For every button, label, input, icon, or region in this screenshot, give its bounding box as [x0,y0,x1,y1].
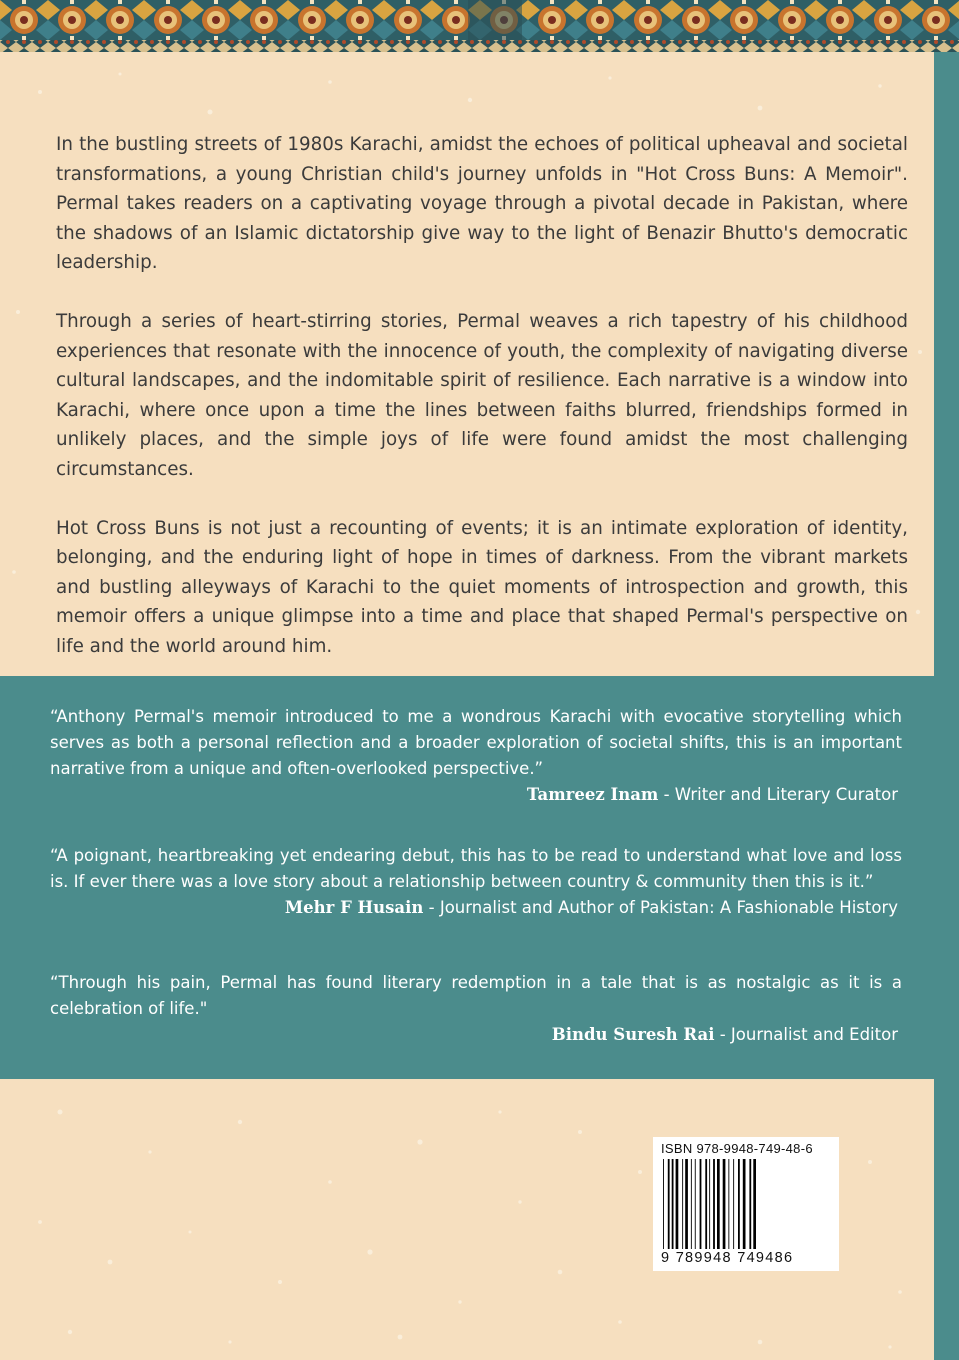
barcode-bar [668,1159,670,1249]
barcode-bar [728,1159,729,1249]
isbn-label: ISBN 978-9948-749-48-6 [661,1141,813,1156]
barcode-bar [663,1159,664,1249]
barcode-bar [682,1159,683,1249]
barcode-bar [676,1159,679,1249]
barcode-bar [695,1159,696,1249]
barcode-bar [723,1159,726,1249]
quote-text: “A poignant, heartbreaking yet endearing debut, this has to be read to understand what love and loss is. If ever there was a love story about a relationship between country & community then this is it.” [50,846,902,891]
decorative-tile-border [0,0,959,52]
quote-author-role: - Journalist and Author of Pakistan: A Fashionable History [423,898,898,917]
endorsement-quote [50,704,902,808]
description-paragraph-3: Hot Cross Buns is not just a recounting of events; it is an intimate exploration of identity, belonging, and the enduring light of hope in times of darkness. From the vibrant markets and bustling alleyways of Karachi to the quiet moments of introspection and growth, this memoir offers a unique glimpse into a time and place that shaped Permal's perspective on life and the world around him. [56,517,908,657]
barcode-bar [738,1159,740,1249]
barcode-bar [713,1159,715,1249]
isbn-barcode [653,1137,839,1271]
endorsements-band [0,676,959,1079]
book-description [56,130,908,691]
quote-text: “Through his pain, Permal has found literary redemption in a tale that is as nostalgic as it is a celebration of life." [50,973,902,1018]
barcode-bar [691,1159,692,1249]
barcode-bar [705,1159,707,1249]
quote-author: Bindu Suresh Rai [551,1025,715,1044]
tile-pattern [0,0,959,52]
description-paragraph-2: Through a series of heart-stirring stories, Permal weaves a rich tapestry of his childhood experiences that resonate with the innocence of youth, the complexity of navigating diverse cultural landscapes, and the indomitable spirit of resilience. Each narrative is a window into Karachi, where once upon a time the lines between faiths blurred, friendships formed in unlikely places, and the simple joys of life were found amidst the most challenging circumstances. [56,311,908,480]
barcode-bars [661,1159,833,1251]
quote-attribution [50,895,902,921]
barcode-bar [685,1159,688,1249]
barcode-bar [717,1159,720,1249]
barcode-bar [749,1159,751,1249]
description-paragraph-1: In the bustling streets of 1980s Karachi, amidst the echoes of political upheaval and societal transformations, a young Christian child's journey unfolds in "Hot Cross Buns: A Memoir". Permal takes readers on a captivating voyage through a pivotal decade in Pakistan, where the shadows of an Islamic dictatorship give way to the light of Benazir Bhutto's democratic leadership. [56,134,908,273]
quote-author-role: - Journalist and Editor [714,1025,898,1044]
quote-author: Tamreez Inam [526,785,659,804]
endorsement-quote [50,970,902,1048]
barcode-bar [743,1159,746,1249]
isbn-digits: 9 789948 749486 [661,1250,794,1266]
barcode-bar [753,1159,756,1249]
quote-text: “Anthony Permal's memoir introduced to me a wondrous Karachi with evocative storytelling which serves as both a personal reflection and a broader exploration of societal shifts, this is an important narrative from a unique and often-overlooked perspective.” [50,707,902,778]
quote-attribution [50,1022,902,1048]
barcode-bar [709,1159,710,1249]
quote-author-role: - Writer and Literary Curator [658,785,898,804]
quote-author: Mehr F Husain [284,898,424,917]
barcode-bar [700,1159,702,1249]
quote-attribution [50,782,902,808]
barcode-bar [733,1159,734,1249]
barcode-bar [672,1159,674,1249]
endorsement-quote [50,843,902,921]
